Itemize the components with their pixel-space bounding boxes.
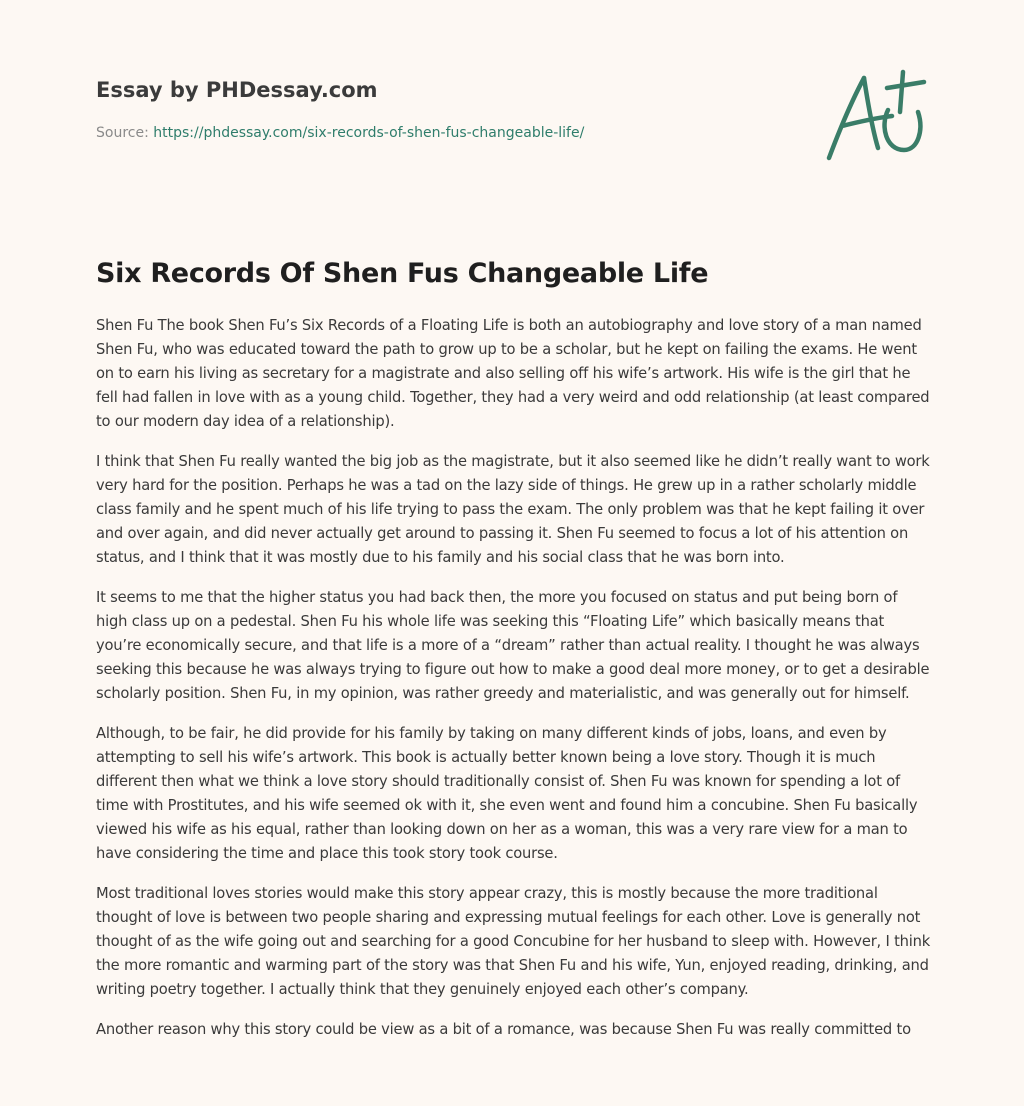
essay-paragraph: Shen Fu The book Shen Fu’s Six Records of a Floating Life is both an autobiography and love story of a man named Shen Fu, who was educated toward the path to grow up to be a scholar, but he kept on failing the exams. He went on to earn his living as secretary for a magistrate and also selling off his wife’s artwork. His wife is the girl that he fell had fallen in love with as a young child. Together, they had a very weird and odd relationship (at least compared to our modern day idea of a relationship). — [96, 317, 930, 430]
essay-paragraph: Most traditional loves stories would make this story appear crazy, this is mostly because the more traditional thought of love is between two people sharing and expressing mutual feelings for each other. Love is generally not thought of as the wife going out and searching for a good Concubine for her husband to sleep with. However, I think the more romantic and warming part of the story was that Shen Fu and his wife, Yun, enjoyed reading, drinking, and writing poetry together. I actually think that they genuinely enjoyed each other’s company. — [96, 885, 931, 998]
source-line — [96, 124, 856, 142]
essay-paragraph: It seems to me that the higher status you had back then, the more you focused on status and put being born of high class up on a pedestal. Shen Fu his whole life was seeking this “Floating Life” which basically means that you’re economically secure, and that life is a more of a “dream” rather than actual reality. I thought he was always seeking this because he was always trying to figure out how to make a good deal more money, or to get a desirable scholarly position. Shen Fu, in my opinion, was rather greedy and materialistic, and was generally out for himself. — [96, 589, 930, 702]
essay-title: Six Records Of Shen Fus Changeable Life — [96, 258, 709, 289]
page-header — [96, 76, 856, 142]
essay-paragraph: I think that Shen Fu really wanted the big job as the magistrate, but it also seemed like he didn’t really want to work very hard for the position. Perhaps he was a tad on the lazy side of things. He grew up in a rather scholarly middle class family and he spent much of his life trying to pass the exam. The only problem was that he kept failing it over and over again, and did never actually get around to passing it. Shen Fu seemed to focus a lot of his attention on status, and I think that it was mostly due to his family and his social class that he was born into. — [96, 453, 930, 566]
essay-paragraph: Although, to be fair, he did provide for his family by taking on many different kinds of jobs, loans, and even by attempting to sell his wife’s artwork. This book is actually better known being a love story. Though it is much different then what we think a love story should traditionally consist of. Shen Fu was known for spending a lot of time with Prostitutes, and his wife seemed ok with it, she even went and found him a concubine. Shen Fu basically viewed his wife as his equal, rather than looking down on her as a woman, this was a very rare view for a man to have considering the time and place this took story took course. — [96, 725, 918, 862]
a-plus-logo-icon — [820, 66, 930, 166]
site-title: Essay by PHDessay.com — [96, 78, 378, 102]
source-label: Source: — [96, 125, 149, 141]
source-link[interactable]: https://phdessay.com/six-records-of-shen-fus-changeable-life/ — [153, 125, 585, 141]
essay-paragraph: Another reason why this story could be view as a bit of a romance, was because Shen Fu was really committed to — [96, 1021, 911, 1038]
essay-body — [96, 314, 932, 1058]
